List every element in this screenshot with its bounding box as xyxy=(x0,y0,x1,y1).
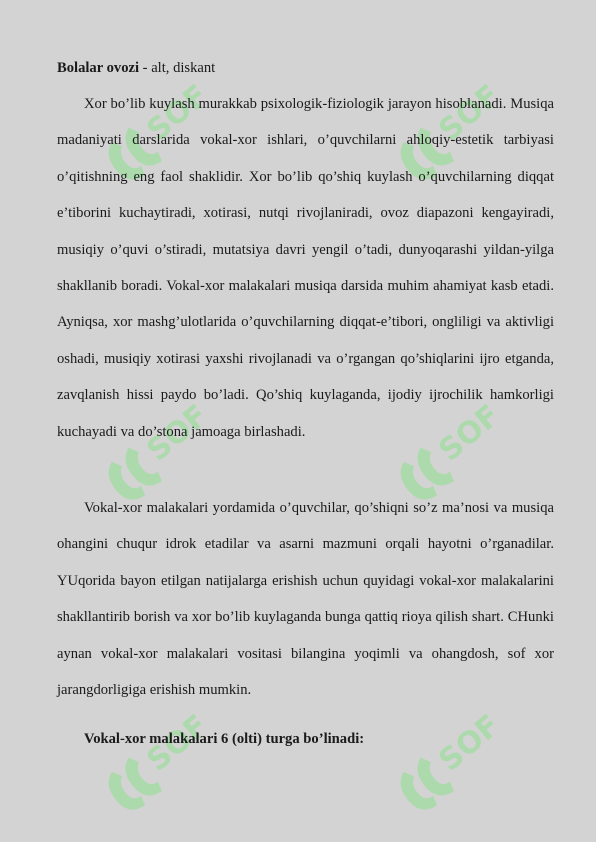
intro-bold-term: Bolalar ovozi xyxy=(57,60,140,76)
svg-text:SOF: SOF xyxy=(432,708,507,779)
svg-text:SOF: SOF xyxy=(432,398,507,469)
svg-text:SOF: SOF xyxy=(140,398,215,469)
body-paragraph-1: Xor bo’lib kuylash murakkab psixologik-fiziologik jarayon hisoblanadi. Musiqa madaniyati darslarida vokal-xor ishlari, o’quvchilarni ahloqiy-estetik tarbiyasi o’qitishning eng faol shaklidir. Xor bo’lib qo’shiq kuylash o’quvchilarning diqqat e’tiborini kuchaytiradi, xotirasi, nutqi rivojlaniradi, ovoz diapazoni kengayiradi, musiqiy o’quvi o’stiradi, mutatsiya davri yengil o’tadi, dunyoqarashi yildan-yilga shakllanib boradi. Vokal-xor malakalari musiqa darsida muhim ahamiyat kasb etadi. Ayniqsa, xor mashg’ulotlarida o’quvchilarning diqqat-e’tibori, ongliligi va aktivligi oshadi, musiqiy xotirasi yaxshi rivojlanadi va o’rgangan qo’shiqlarini ijro etganda, zavqlanish hissi paydo bo’ladi. Qo’shiq kuylaganda, ijodiy ijrochilik hamkorligi kuchayadi va do’stona jamoaga birlashadi. xyxy=(57,96,554,440)
section-heading: Vokal-xor malakalari 6 (olti) turga bo’linadi: xyxy=(84,731,365,747)
watermark-logo xyxy=(370,690,540,820)
watermark-logo xyxy=(78,690,248,820)
svg-text:SOF: SOF xyxy=(140,708,215,779)
intro-line xyxy=(57,57,554,79)
body-paragraph-2: Vokal-xor malakalari yordamida o’quvchilar, qo’shiqni so’z ma’nosi va musiqa ohangini chuqur idrok etadilar va asarni mazmuni orqali hayotni o’rganadilar. YUqorida bayon etilgan natijalarga erishish uchun quyidagi vokal-xor malakalarini shakllantirib borish va xor bo’lib kuylaganda bunga qattiq rioya qilish shart. CHunki aynan vokal-xor malakalari vositasi bilangina yoqimli va ohangdosh, sof xor jarangdorligiga erishish mumkin. xyxy=(57,500,554,699)
svg-text:SOF: SOF xyxy=(432,78,507,149)
svg-text:SOF: SOF xyxy=(140,78,215,149)
intro-rest: - alt, diskant xyxy=(139,60,216,76)
